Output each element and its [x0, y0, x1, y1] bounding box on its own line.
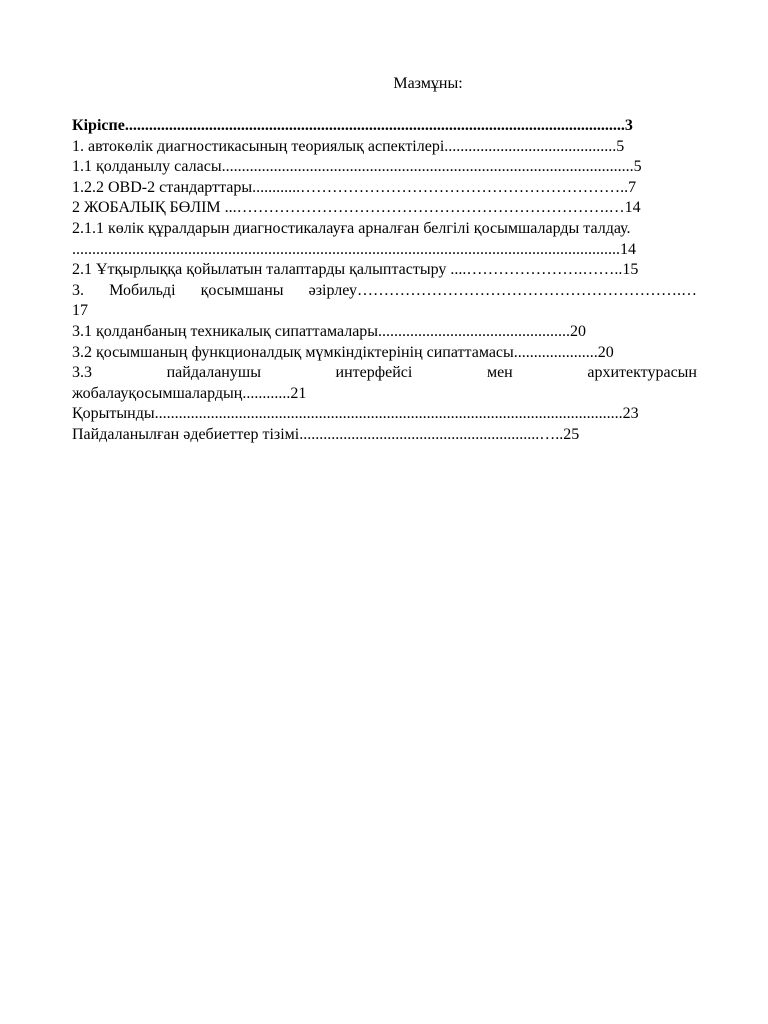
- toc-entry-word: қосымшаны: [200, 281, 284, 299]
- toc-entry-word: пайдаланушы: [166, 364, 261, 382]
- toc-entry-word: мен: [486, 364, 513, 382]
- page-title: Мазмұны:: [393, 75, 463, 92]
- toc-entry: Пайдаланылған әдебиеттер тізімі............................................................…..25: [72, 425, 580, 443]
- toc-entry: 17: [72, 302, 88, 320]
- toc-entry-word: 3.3: [72, 364, 92, 382]
- toc-entry: 3.2 қосымшаның функционалдық мүмкіндіктерінің сипаттамасы.....................20: [72, 343, 614, 361]
- toc-entry: 1. автокөлік диагностикасының теориялық аспектілері...........................................5: [72, 137, 625, 155]
- toc-entry: .........................................................................................................................................14: [72, 240, 636, 258]
- toc-entry: [72, 281, 697, 302]
- toc-entry: 2 ЖОБАЛЫҚ БӨЛІМ ...…………………………………………………………….…14: [72, 199, 641, 217]
- table-of-contents: [72, 116, 697, 446]
- toc-entry-word: әзірлеу…………………………………………………….…: [308, 281, 697, 299]
- toc-entry: жобалауқосымшалардың............21: [72, 384, 307, 402]
- toc-entry: 2.1.1 көлік құралдарын диагностикалауға арналған белгілі қосымшаларды талдау.: [72, 219, 631, 237]
- toc-entry: 3.1 қолданбаның техникалық сипаттамалары................................................20: [72, 322, 587, 340]
- toc-entry: 2.1 Ұтқырлыққа қойылатын талаптарды қалыптастыру ....………………….……..15: [72, 261, 639, 279]
- toc-entry: 1.2.2 OBD-2 стандарттары............……………………………………………………..7: [72, 178, 637, 196]
- toc-entry-word: интерфейсі: [335, 364, 413, 382]
- toc-entry: [72, 363, 697, 384]
- toc-entry: Кіріспе.............................................................................................................................3: [72, 117, 633, 134]
- toc-entry-word: 3.: [72, 281, 84, 299]
- toc-entry: Қорытынды.....................................................................................................................23: [72, 405, 639, 423]
- toc-entry-word: архитектурасын: [587, 364, 697, 382]
- toc-entry-word: Мобильді: [109, 281, 176, 299]
- toc-entry: 1.1 қолданылу саласы.......................................................................................................5: [72, 158, 642, 176]
